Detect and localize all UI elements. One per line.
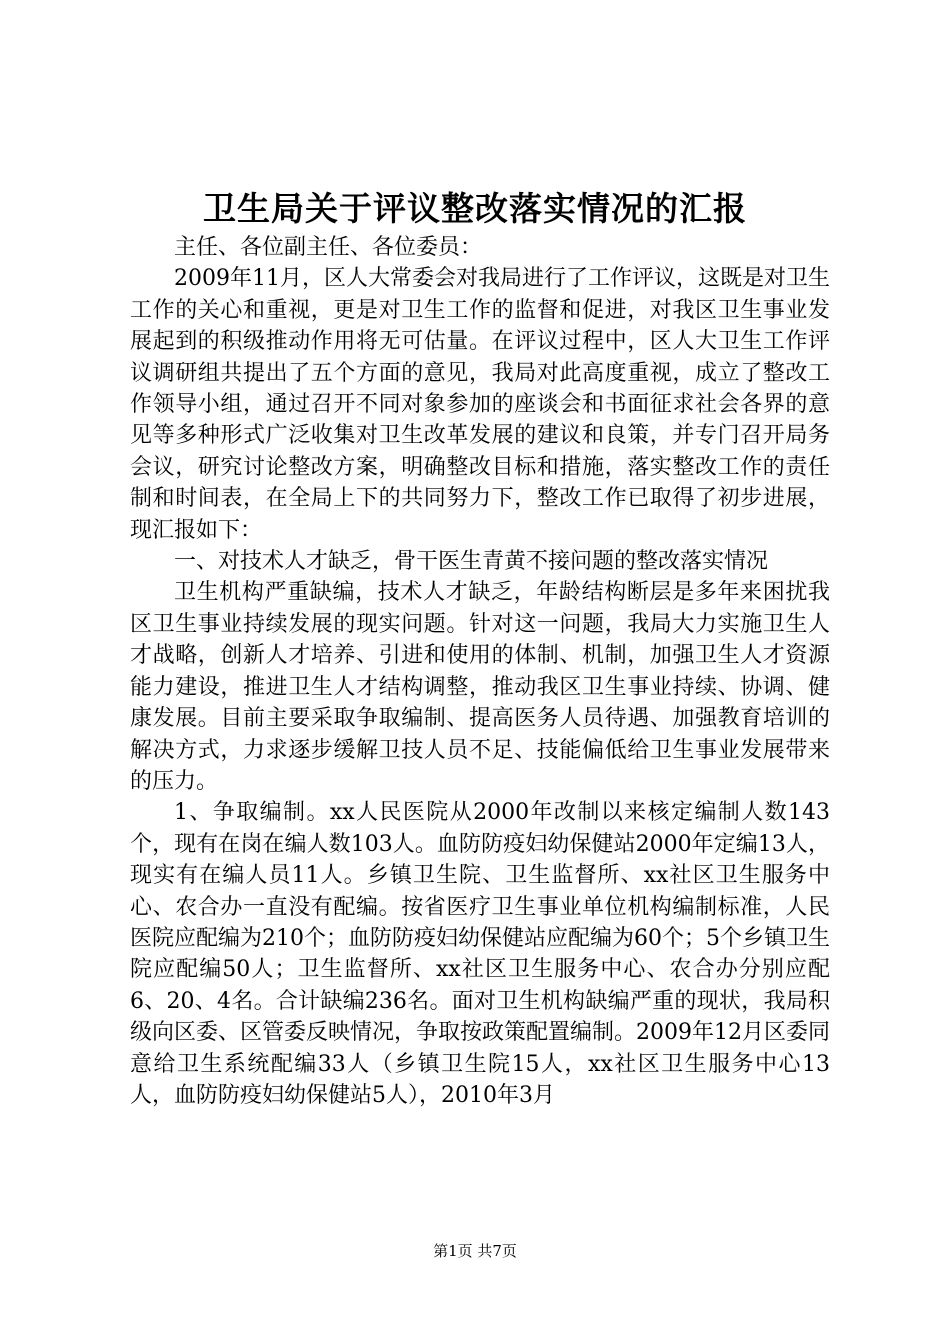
section-body-paragraph: 卫生机构严重缺编，技术人才缺乏，年龄结构断层是多年来困扰我区卫生事业持续发展的现实问题。针对这一问题，我局大力实施卫生人才战略，创新人才培养、引进和使用的体制、机制，加强卫生人才资源能力建设，推进卫生人才结构调整，推动我区卫生事业持续、协调、健康发展。目前主要采取争取编制、提高医务人员待遇、加强教育培训的解决方式，力求逐步缓解卫技人员不足、技能偏低给卫生事业发展带来的压力。 bbox=[130, 580, 830, 794]
document-body bbox=[130, 232, 830, 1111]
page-footer: 第1页 共7页 bbox=[433, 1242, 517, 1260]
salutation-paragraph: 主任、各位副主任、各位委员： bbox=[174, 235, 483, 260]
intro-paragraph: 2009年11月，区人大常委会对我局进行了工作评议，这既是对卫生工作的关心和重视，更是对卫生工作的监督和促进，对我区卫生事业发展起到的积级推动作用将无可估量。在评议过程中，区人大卫生工作评议调研组共提出了五个方面的意见，我局对此高度重视，成立了整改工作领导小组，通过召开不同对象参加的座谈会和书面征求社会各界的意见等多种形式广泛收集对卫生改革发展的建议和良策，并专门召开局务会议，研究讨论整改方案，明确整改目标和措施，落实整改工作的责任制和时间表，在全局上下的共同努力下，整改工作已取得了初步进展，现汇报如下： bbox=[130, 266, 831, 543]
section-heading-paragraph: 一、对技术人才缺乏，骨干医生青黄不接问题的整改落实情况 bbox=[174, 549, 769, 575]
document-title: 卫生局关于评议整改落实情况的汇报 bbox=[203, 189, 747, 228]
item-one-paragraph: 1、争取编制。xx人民医院从2000年改制以来核定编制人数143个，现有在岗在编人数103人。血防防疫妇幼保健站2000年定编13人，现实有在编人员11人。乡镇卫生院、卫生监督所、xx社区卫生服务中心、农合办一直没有配编。按省医疗卫生事业单位机构编制标准，人民医院应配编为210个；血防防疫妇幼保健站应配编为60个；5个乡镇卫生院应配编50人；卫生监督所、xx社区卫生服务中心、农合办分别应配6、20、4名。合计缺编236名。面对卫生机构缺编严重的现状，我局积级向区委、区管委反映情况，争取按政策配置编制。2009年12月区委同意给卫生系统配编33人（乡镇卫生院15人，xx社区卫生服务中心13人，血防防疫妇幼保健站5人），2010年3月 bbox=[130, 800, 830, 1108]
